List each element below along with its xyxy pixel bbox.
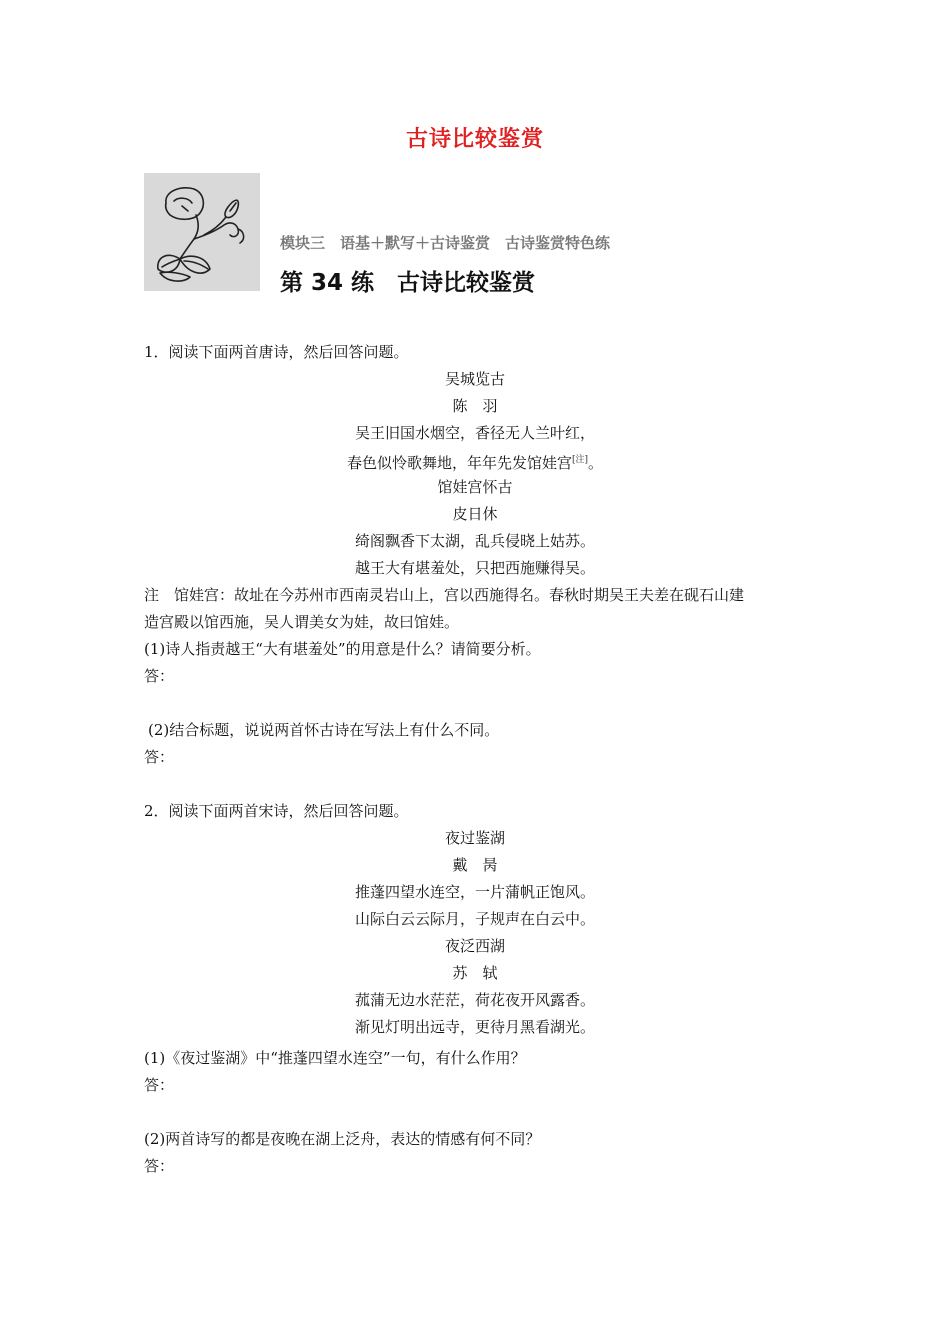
q1-answer-label2: 答： (144, 748, 175, 766)
lesson-title: 第 34 练 古诗比较鉴赏 (280, 270, 536, 296)
q1-poem1-line2 (144, 450, 806, 473)
q2-sub1: (1)《夜过鉴湖》中“推蓬四望水连空”一句，有什么作用？ (144, 1049, 526, 1067)
q2-answer-label1: 答： (144, 1076, 175, 1094)
q1-poem2-title: 馆娃宫怀古 (437, 478, 513, 496)
q1-poem2-line1: 绮阁飘香下太湖，乱兵侵晓上姑苏。 (354, 532, 595, 550)
q1-sub1: (1)诗人指责越王“大有堪羞处”的用意是什么？请简要分析。 (144, 640, 541, 658)
q1-poem1-author: 陈 羽 (452, 397, 498, 415)
q1-poem2-author: 皮日休 (452, 505, 498, 523)
q1-note-line2: 造宫殿以馆西施，吴人谓美女为娃，故曰馆娃。 (144, 613, 460, 631)
q1-poem1-line2-text: 春色似怜歌舞地，年年先发馆娃宫 (346, 454, 572, 472)
document-title: 古诗比较鉴赏 (405, 126, 544, 152)
q1-poem1-line2-end: 。 (588, 454, 604, 472)
q2-poem1-line1: 推蓬四望水连空，一片蒲帆正饱风。 (354, 883, 595, 901)
q2-sub2: (2)两首诗写的都是夜晚在湖上泛舟，表达的情感有何不同？ (144, 1130, 541, 1148)
q1-poem2-line2: 越王大有堪羞处，只把西施赚得吴。 (354, 559, 595, 577)
lesson-logo (144, 173, 260, 291)
q1-sub2: (2)结合标题，说说两首怀古诗在写法上有什么不同。 (148, 721, 500, 739)
module-line: 模块三 语基＋默写＋古诗鉴赏 古诗鉴赏特色练 (280, 234, 611, 252)
q2-poem1-line2: 山际白云云际月，子规声在白云中。 (354, 910, 595, 928)
q1-prompt: 1．阅读下面两首唐诗，然后回答问题。 (144, 343, 409, 361)
footnote-marker: [注] (571, 455, 589, 465)
q2-prompt: 2．阅读下面两首宋诗，然后回答问题。 (144, 802, 409, 820)
morning-glory-flower-icon (144, 173, 260, 291)
q2-poem2-line1: 菰蒲无边水茫茫，荷花夜开风露香。 (354, 991, 595, 1009)
q2-poem2-line2: 渐见灯明出远寺，更待月黑看湖光。 (354, 1018, 595, 1036)
q2-poem1-title: 夜过鉴湖 (444, 829, 505, 847)
q1-note-line1: 注 馆娃宫：故址在今苏州市西南灵岩山上，宫以西施得名。春秋时期吴王夫差在砚石山建 (144, 586, 745, 604)
q2-poem2-title: 夜泛西湖 (444, 937, 505, 955)
q2-answer-label2: 答： (144, 1157, 175, 1175)
q1-poem1-title: 吴城览古 (444, 370, 505, 388)
q2-poem1-author: 戴 昺 (452, 856, 498, 874)
q2-poem2-author: 苏 轼 (452, 964, 498, 982)
q1-poem1-line1: 吴王旧国水烟空，香径无人兰叶红， (354, 424, 595, 442)
q1-answer-label1: 答： (144, 667, 175, 685)
